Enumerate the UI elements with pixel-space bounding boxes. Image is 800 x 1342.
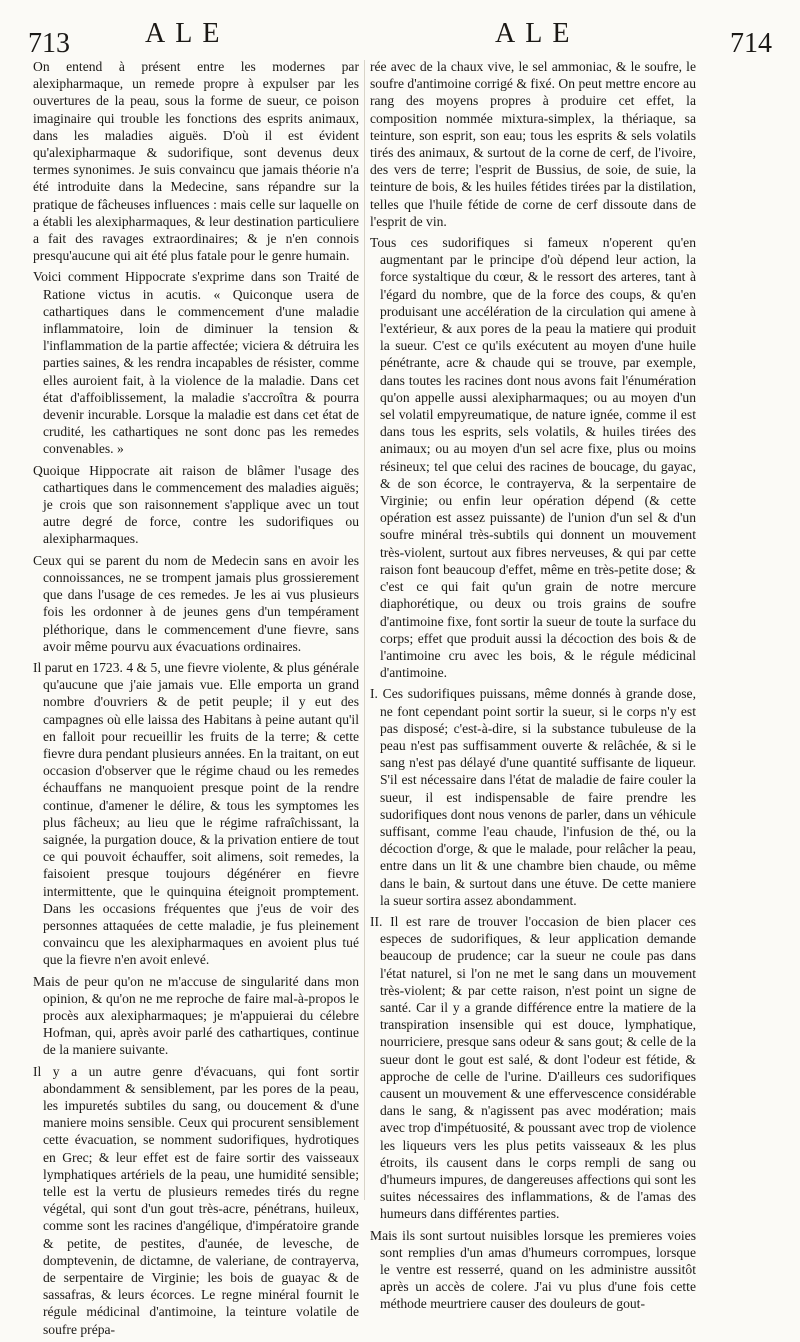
paragraph: Ceux qui se parent du nom de Medecin sans en avoir les connoissances, ne se trompent jamais plus grossierement que dans l'usage de ces remedes. Je les ai vus plusieurs fois les ordonner à de jeunes gens d'un tempérament pléthorique, dans le commencement d'une fievre, sans avoir même pourvu aux évacuations ordinaires. [33, 552, 359, 654]
paragraph: On entend à présent entre les modernes par alexipharmaque, un remede propre à expulser par les ouvertures de la peau, sous la forme de sueur, ce poison imaginaire qui trouble les fonctions des esprits animaux, dans les maladies aiguës. D'où il est évident qu'alexipharmaque & sudorifique, sont devenus deux termes synonimes. Je suis convaincu que jamais théorie n'a été introduite dans la Medecine, sans répandre sur la pratique de fâcheuses influences : mais celle sur laquelle on a établi les alexipharmaques, & leur destination particuliere a fait des ravages extraordinaires; & je n'en connois presqu'aucune qui ait été plus fatale pour le genre humain. [33, 59, 359, 264]
page-number-right: 714 [730, 28, 772, 59]
running-head-left: ALE [145, 18, 230, 49]
column-divider [364, 60, 365, 1200]
left-column [33, 58, 359, 1342]
paragraph: Tous ces sudorifiques si fameux n'operent qu'en augmentant par le principe d'où dépend leur action, la force systaltique du cœur, & le ressort des arteres, tant à l'égard du nombre, que de la force des coups, & qu'en produisant une accélération de la circulation qui amene à l'extérieur, & aux pores de la peau la matiere qui produit la sueur. C'est ce qu'ils exécutent au moyen d'une huile pénétrante, acre & chaude qui se trouve, par exemple, dans toutes les racines dont nous avons fait l'énumération qu'on appelle aussi alexipharmaques; ou au moyen d'un sel volatil empyreumatique, de nature ignée, comme il est dans tous les esprits, sels volatils, & huiles tirées des animaux; ou au moyen d'un sel acre fixe, plus ou moins résineux; tel que celui des racines de boucage, du gayac, & de son écorce, le contrayerva, & la serpentaire de Virginie; ou enfin leur opération dépend (& cette opération est assez puissante) de l'union d'un sel & d'un soufre minéral très-subtils qui donnent un mouvement très-violent, surtout aux fibres nerveuses, & qui par cette raison font beaucoup d'effet, même en très-petite dose; & c'est ce qui fait qu'un grain de notre mercure diaphorétique, ou deux ou trois grains de soufre d'antimoine fixe, font sortir la sueur de toute la surface du corps; effet que produit aussi la décoction des bois & de l'antimoine cru avec les bois, & le régule médicinal d'antimoine. [370, 235, 696, 681]
paragraph: Mais ils sont surtout nuisibles lorsque les premieres voies sont remplies d'un amas d'humeurs corrompues, lorsque le ventre est resserré, quand on les administre aussitôt après un accès de colere. J'ai vu plus d'une fois cette méthode meurtriere causer des douleurs de gout- [370, 1227, 696, 1312]
paragraph: II. Il est rare de trouver l'occasion de bien placer ces especes de sudorifiques, & leur application demande beaucoup de prudence; car la sueur ne coule pas dans l'état naturel, si l'on ne met le sang dans un mouvement très-violent; & par cette raison, n'est point un signe de santé. Car il y a grande différence entre la matiere de la transpiration insensible qui est douce, lymphatique, nourriciere, presque sans odeur & sans gout; & celle de la sueur dont le gout est salé, & dont l'odeur est fétide, & approche de celle de l'urine. D'ailleurs ces sudorifiques causent un mouvement & une effervescence considérable dans le sang, & n'agissent pas avec modération; mais avec trop d'impétuosité, & poussant avec trop de violence les liqueurs vers les plus petits vaisseaux & les plus étroits, ils causent dans le corps rempli de sang ou d'humeurs impures, de dangereuses affections qui sont les suites nécessaires des inflammations, & de l'amas des humeurs dans différentes parties. [370, 913, 696, 1222]
paragraph: Mais de peur qu'on ne m'accuse de singularité dans mon opinion, & qu'on ne me reproche de faire mal-à-propos le procès aux alexipharmaques; je m'appuierai du célebre Hofman, qui, après avoir parlé des cathartiques, continue de la maniere suivante. [33, 973, 359, 1058]
paragraph: Quoique Hippocrate ait raison de blâmer l'usage des cathartiques dans le commencement des maladies aiguës; je crois que son raisonnement s'applique avec un tout autre degré de force, contre les sudorifiques ou alexipharmaques. [33, 462, 359, 547]
paragraph: Il parut en 1723. 4 & 5, une fievre violente, & plus générale qu'aucune que j'aie jamais vue. Elle emporta un grand nombre d'ouvriers & de petit peuple; il y eut des campagnes où elle laissa des Habitans à peine autant qu'il en falloit pour recueillir les fruits de la terre; & cette fievre dura pendant plusieurs années. En la traitant, on eut occasion d'observer que le régime chaud ou les remedes échauffans ne manquoient presque point de la rendre continue, d'amener le délire, & tous les symptomes les plus fâcheux; au lieu que le régime rafraîchissant, la saignée, la purgation douce, & la privation entiere de tout ce qui pouvoit échauffer, soit alimens, soit remedes, la faisoient presque toujours dégénérer en fievre intermittente, que le quinquina éteignoit promptement. Dans les occasions fréquentes que j'eus de voir des personnes attaquées de cette maladie, je fus pleinement convaincu que les alexipharmaques en avoient plus tué que la fievre n'en avoit enlevé. [33, 659, 359, 968]
paragraph: Voici comment Hippocrate s'exprime dans son Traité de Ratione victus in acutis. « Quiconque usera de cathartiques dans le commencement d'une maladie inflammatoire, loin de diminuer la tension & l'inflammation de la partie affectée; viciera & détruira les parties saines, & les rendra incapables de résister, comme elles auroient fait, à la violence de la maladie. Dans cet état d'affoiblissement, la maladie s'accroîtra & pourra devenir incurable. Lorsque la maladie est dans cet état de crudité, les cathartiques ne sont donc pas les remedes convenables. » [33, 269, 359, 457]
paragraph: I. Ces sudorifiques puissans, même donnés à grande dose, ne font cependant point sortir la sueur, si le corps n'y est pas disposé; c'est-à-dire, si la substance tubuleuse de la peau n'est pas suffisamment ouverte & relâchée, & si le sang n'est pas délayé d'une quantité suffisante de liqueur. S'il est nécessaire dans l'état de maladie de faire couler la sueur, il est indispensable de faire prendre les sudorifiques dont nous venons de parler, dans un véhicule suffisant, comme l'eau chaude, l'infusion de thé, ou la décoction d'orge, & que le malade, pour relâcher la peau, entre dans un lit & une chambre bien chaude, ou même dans le bain, & surtout dans une étuve. De cette maniere la sueur sortira assez abondamment. [370, 686, 696, 908]
paragraph: Il y a un autre genre d'évacuans, qui font sortir abondamment & sensiblement, par les pores de la peau, les impuretés subtiles du sang, ou doucement & d'une maniere moins sensible. Ceux qui procurent sensiblement cette évacuation, se nomment sudorifiques, hydrotiques en Grec; & leur effet est de faire sortir des vaisseaux lymphatiques artériels de la peau, une humidité sensible; telle est la vertu de plusieurs remedes tirés du regne végétal, qui sont d'un gout très-acre, pénétrans, huileux, comme sont les racines d'angélique, d'impératoire grande & petite, de pestites, d'aunée, de levesche, de domptevenin, de dictamne, de valeriane, de contrayerva, de serpentaire de Virginie; les bois de guayac & de sassafras, & leurs écorces. Le regne minéral fournit le régule médicinal d'antimoine, la teinture volatile de soufre prépa- [33, 1063, 359, 1337]
paragraph: rée avec de la chaux vive, le sel ammoniac, & le soufre, le soufre d'antimoine corrigé & fixé. On peut mettre encore au rang des moyens propres à produire cet effet, la composition nommée mixtura-simplex, la thériaque, sa teinture, son esprit, son eau; tous les esprits & sels volatils tirés des animaux, & surtout de la corne de cerf, de l'ivoire, des vers de terre; l'esprit de Bussius, de soie, de suie, la teinture de bois, & les huiles fétides tirées par la distilation, telles que l'huile fétide de corne de cerf dissoute dans de l'esprit de vin. [370, 59, 696, 229]
page-number-left: 713 [28, 28, 70, 59]
right-column [370, 58, 696, 1317]
page-header [0, 10, 800, 59]
running-head-right: ALE [495, 18, 580, 49]
